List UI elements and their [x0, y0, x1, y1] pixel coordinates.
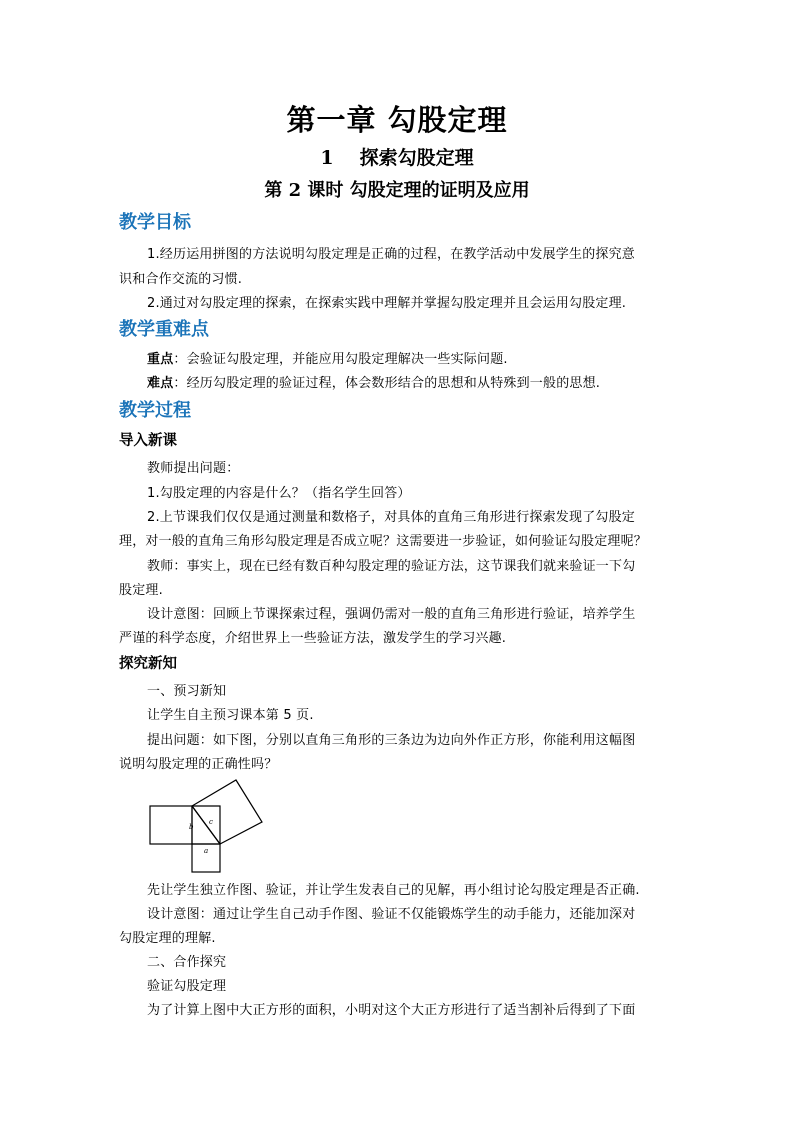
lesson-title: 第 2 课时 勾股定理的证明及应用 — [264, 180, 530, 201]
explore-line: 让学生自主预习课本第 5 页. — [147, 708, 314, 723]
explore-line: 为了计算上图中大正方形的面积，小明对这个大正方形进行了适当割补后得到了下面 — [147, 1003, 636, 1018]
explore-line: 设计意图：通过让学生自己动手作图、验证不仅能锻炼学生的动手能力，还能加深对 — [147, 907, 636, 922]
process-line: 严谨的科学态度，介绍世界上一些验证方法，激发学生的学习兴趣. — [119, 631, 507, 646]
goal-line-1: 1.经历运用拼图的方法说明勾股定理是正确的过程，在教学活动中发展学生的探究意 — [147, 247, 636, 262]
process-line: 2.上节课我们仅仅是通过测量和数格子，对具体的直角三角形进行探索发现了勾股定 — [147, 510, 636, 525]
process-heading: 教学过程 — [119, 400, 191, 421]
intro-heading: 导入新课 — [119, 433, 177, 449]
section-name: 探索勾股定理 — [359, 147, 474, 169]
keypoints-heading: 教学重难点 — [119, 319, 209, 340]
process-line: 设计意图：回顾上节课探索过程，强调仍需对一般的直角三角形进行验证，培养学生 — [147, 607, 636, 622]
process-line: 理，对一般的直角三角形勾股定理是否成立呢？这需要进一步验证，如何验证勾股定理呢？ — [119, 534, 648, 549]
section-number: 1 — [320, 147, 334, 169]
difficulty-text: ：经历勾股定理的验证过程，体会数形结合的思想和从特殊到一般的思想. — [173, 376, 601, 391]
pythagorean-squares-figure — [146, 772, 270, 876]
label-a: a — [204, 847, 209, 855]
key-point-text: ：会验证勾股定理，并能应用勾股定理解决一些实际问题. — [173, 352, 508, 367]
label-c: c — [209, 818, 213, 826]
explore-line: 先让学生独立作图、验证，并让学生发表自己的见解，再小组讨论勾股定理是否正确. — [147, 883, 640, 898]
hypotenuse — [192, 806, 220, 844]
square-c — [192, 780, 262, 844]
explore-heading: 探究新知 — [119, 656, 177, 672]
goal-line-3: 2.通过对勾股定理的探索，在探索实践中理解并掌握勾股定理并且会运用勾股定理. — [147, 296, 627, 311]
explore-line: 一、预习新知 — [147, 684, 227, 699]
difficulty-label: 难点 — [147, 376, 174, 391]
explore-line: 二、合作探究 — [147, 955, 227, 970]
process-line: 教师：事实上，现在已经有数百种勾股定理的验证方法，这节课我们就来验证一下勾 — [147, 559, 636, 574]
process-line: 股定理. — [119, 583, 163, 598]
section-title — [0, 143, 794, 170]
difficulty-line — [147, 372, 600, 391]
process-line: 教师提出问题： — [147, 461, 240, 476]
explore-line: 验证勾股定理 — [147, 979, 227, 994]
square-b — [150, 806, 192, 844]
explore-line: 提出问题：如下图，分别以直角三角形的三条边为边向外作正方形，你能利用这幅图 — [147, 733, 636, 748]
label-b: b — [189, 823, 194, 831]
goal-line-2: 识和合作交流的习惯. — [119, 272, 243, 287]
process-line: 1.勾股定理的内容是什么？（指名学生回答） — [147, 486, 411, 501]
chapter-title: 第一章 勾股定理 — [286, 103, 508, 137]
goals-heading: 教学目标 — [119, 212, 191, 233]
key-point-label: 重点 — [147, 352, 174, 367]
key-point-line — [147, 348, 508, 367]
explore-line: 说明勾股定理的正确性吗？ — [119, 757, 278, 772]
explore-line: 勾股定理的理解. — [119, 931, 216, 946]
